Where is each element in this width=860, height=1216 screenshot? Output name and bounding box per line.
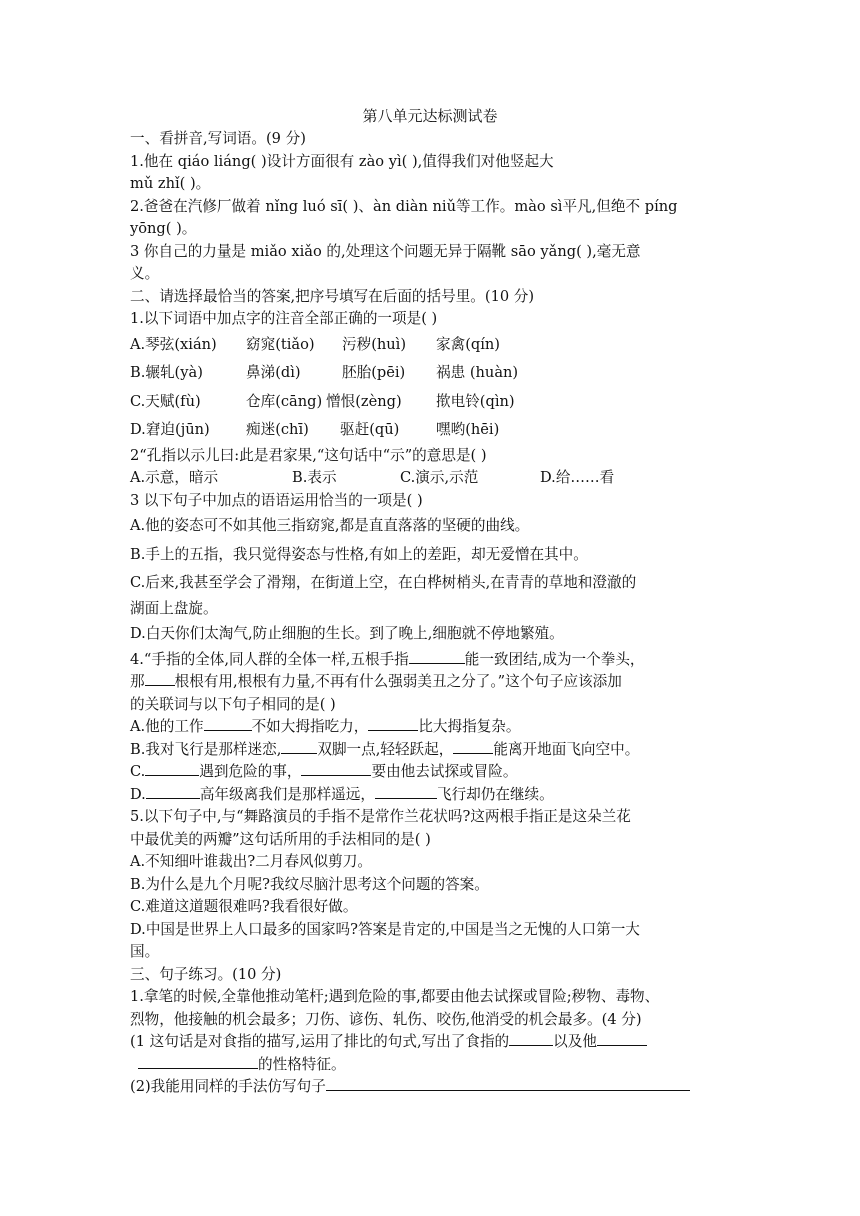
text: 那: [130, 673, 145, 690]
s2-q2-options: [130, 467, 730, 490]
s2-q3-option-d: D.白天你们太淘气,防止细胞的生长。到了晚上,细胞就不停地繁殖。: [130, 625, 564, 642]
text: 不如大拇指吃力，: [251, 718, 369, 735]
s2-q3: 3 以下句子中加点的语语运用恰当的一项是( ): [130, 491, 423, 509]
text: 能一致团结,成为一个拳头，: [464, 650, 645, 668]
option-word: 嘿哟(hēi): [436, 421, 500, 438]
answer-blank[interactable]: [145, 761, 199, 776]
s2-q3-option-a: A.他的姿态可不如其他三指窈窕,都是直直落落的坚硬的曲线。: [130, 517, 530, 534]
answer-blank[interactable]: [281, 739, 317, 754]
s2-q4-option-b: [130, 739, 730, 762]
s2-q5-option-a: A.不知细叶谁裁出?二月春风似剪刀。: [130, 853, 372, 870]
section-3-heading: 三、句子练习。(10 分): [130, 965, 282, 983]
option-c: C.演示,示范: [400, 469, 479, 486]
text: 高年级离我们是那样遥远，: [199, 785, 375, 803]
option-word: 窈窕(tiǎo): [246, 335, 315, 353]
option-a: A.示意，暗示: [130, 469, 219, 486]
s2-q5-option-d-line2: 国。: [130, 943, 160, 960]
option-word: 污秽(huì): [342, 335, 407, 353]
option-word: D.窘迫(jūn): [130, 421, 210, 438]
s2-q3-option-c-line1: C.后来,我甚至学会了滑翔，在街道上空，在白桦树梢头,在青青的草地和澄澈的: [130, 574, 637, 591]
option-word: 祸患 (huàn): [436, 364, 519, 381]
s2-q1: 1.以下词语中加点字的注音全部正确的一项是( ): [130, 310, 438, 327]
option-word: 憎恨(zèng): [326, 392, 402, 410]
option-word: 鼻涕(dì): [246, 364, 301, 381]
option-word: A.琴弦(xián): [130, 335, 217, 353]
s1-q1-line1: 1.他在 qiáo liáng( )设计方面很有 zào yì( ),值得我们对他竖起大: [130, 152, 554, 170]
section-2-heading: 二、请选择最恰当的答案,把序号填写在后面的括号里。(10 分): [130, 287, 535, 305]
text: 的性格特征。: [258, 1055, 346, 1073]
option-word: 痴迷(chī): [246, 421, 309, 438]
text: 根根有用,根根有力量,不再有什么强弱美丑之分了。”这个句子应该添加: [174, 673, 622, 690]
option-word: 揿电铃(qìn): [436, 392, 515, 410]
s2-q5-line1: 5.以下句子中,与“舞路演员的手指不是常作兰花状吗?这两根手指正是这朵兰花: [130, 808, 631, 825]
s3-q1-sub2: [130, 1076, 730, 1099]
text: 能离开地面飞向空中。: [493, 740, 640, 758]
s1-q1-line2: mǔ zhǐ( )。: [130, 175, 211, 192]
answer-blank[interactable]: [597, 1031, 647, 1046]
answer-blank[interactable]: [204, 716, 252, 731]
s3-q1-sub1-line2: [130, 1054, 730, 1077]
s2-q1-option-d: [130, 416, 730, 445]
text: (2)我能用同样的手法仿写句子: [130, 1078, 326, 1095]
exam-page: [130, 104, 730, 1099]
s2-q4-option-a: [130, 716, 730, 739]
s2-q1-option-a: [130, 331, 730, 360]
s2-q4-line3: 的关联词与以下句子相同的是( ): [130, 695, 336, 713]
text: 比大拇指复杂。: [418, 718, 521, 735]
s2-q5-option-c: C.难道这道题很难吗?我看很好做。: [130, 898, 358, 915]
s3-q1-sub1-line1: [130, 1031, 730, 1054]
s1-q3-line2: 义。: [130, 265, 160, 282]
s2-q3-option-c-line2: 湖面上盘旋。: [130, 599, 218, 617]
s2-q4-line1: [130, 649, 730, 672]
s1-q3-line1: 3 你自己的力量是 miǎo xiǎo 的,处理这个问题无异于隔靴 sāo yǎng( ),毫无意: [130, 242, 641, 260]
answer-blank[interactable]: [509, 1031, 553, 1046]
option-word: 仓库(cāng): [246, 392, 323, 410]
text: D.: [130, 785, 146, 803]
answer-blank[interactable]: [409, 649, 465, 664]
option-b: B.表示: [292, 469, 337, 486]
answer-blank[interactable]: [301, 761, 371, 776]
option-word: 家禽(qín): [436, 335, 500, 353]
s2-q2: 2“孔指以示儿曰:此是君家果,“这句话中“示”的意思是( ): [130, 446, 487, 464]
answer-blank[interactable]: [375, 784, 437, 799]
answer-blank[interactable]: [368, 716, 418, 731]
answer-blank[interactable]: [453, 739, 493, 754]
page-title: 第八单元达标测试卷: [362, 107, 498, 125]
s2-q4-option-d: [130, 784, 730, 807]
s3-q1-line2: 烈物，他接触的机会最多；刀伤、谚伤、轧伤、咬伤,他消受的机会最多。(4 分): [130, 1010, 642, 1028]
s1-q2-line1: 2.爸爸在汽修厂做着 nǐng luó sī( )、àn diàn niǔ等工作。mào sì平凡,但绝不 píng: [130, 197, 678, 215]
section-1-heading: 一、看拼音,写词语。(9 分): [130, 130, 306, 147]
text: (1 这句话是对食指的描写,运用了排比的句式,写出了食指的: [130, 1033, 510, 1050]
s2-q1-option-b: [130, 359, 730, 388]
s2-q1-option-c: [130, 388, 730, 417]
option-d: D.给……看: [540, 469, 615, 486]
s2-q4-line2: [130, 671, 730, 694]
text: 遇到危险的事，: [199, 763, 302, 780]
option-word: 胚胎(pēi): [342, 364, 406, 381]
option-word: 驱赶(qū): [340, 421, 400, 438]
option-word: B.辗轧(yà): [130, 364, 203, 381]
option-word: C.天赋(fù): [130, 392, 201, 410]
text: 以及他: [553, 1033, 597, 1050]
s2-q4-option-c: [130, 761, 730, 784]
answer-blank[interactable]: [138, 1054, 258, 1069]
answer-blank[interactable]: [146, 784, 200, 799]
text: A.他的工作: [130, 718, 204, 735]
text: 4.“手指的全体,同人群的全体一样,五根手指: [130, 650, 409, 668]
text: 飞行却仍在继续。: [436, 785, 554, 803]
text: B.我对飞行是那样迷恋,: [130, 740, 282, 758]
s2-q5-line2: 中最优美的两瓣”这句话所用的手法相同的是( ): [130, 830, 431, 848]
s2-q5-option-d-line1: D.中国是世界上人口最多的国家吗?答案是肯定的,中国是当之无愧的人口第一大: [130, 920, 640, 938]
s1-q2-line2: yōng( )。: [130, 220, 197, 237]
s2-q5-option-b: B.为什么是九个月呢?我纹尽脑汁思考这个问题的答案。: [130, 875, 489, 893]
text: 双脚一点,轻轻跃起，: [317, 740, 454, 758]
s3-q1-line1: 1.拿笔的时候,全靠他推动笔杆;遇到危险的事,都要由他去试探或冒险;秽物、毒物、: [130, 988, 660, 1005]
text: 要由他去试探或冒险。: [371, 763, 518, 780]
answer-blank[interactable]: [145, 671, 175, 686]
answer-blank[interactable]: [326, 1076, 690, 1091]
s2-q3-option-b: B.手上的五指，我只觉得姿态与性格,有如上的差距，却无爱憎在其中。: [130, 545, 588, 563]
text: C.: [130, 763, 146, 780]
